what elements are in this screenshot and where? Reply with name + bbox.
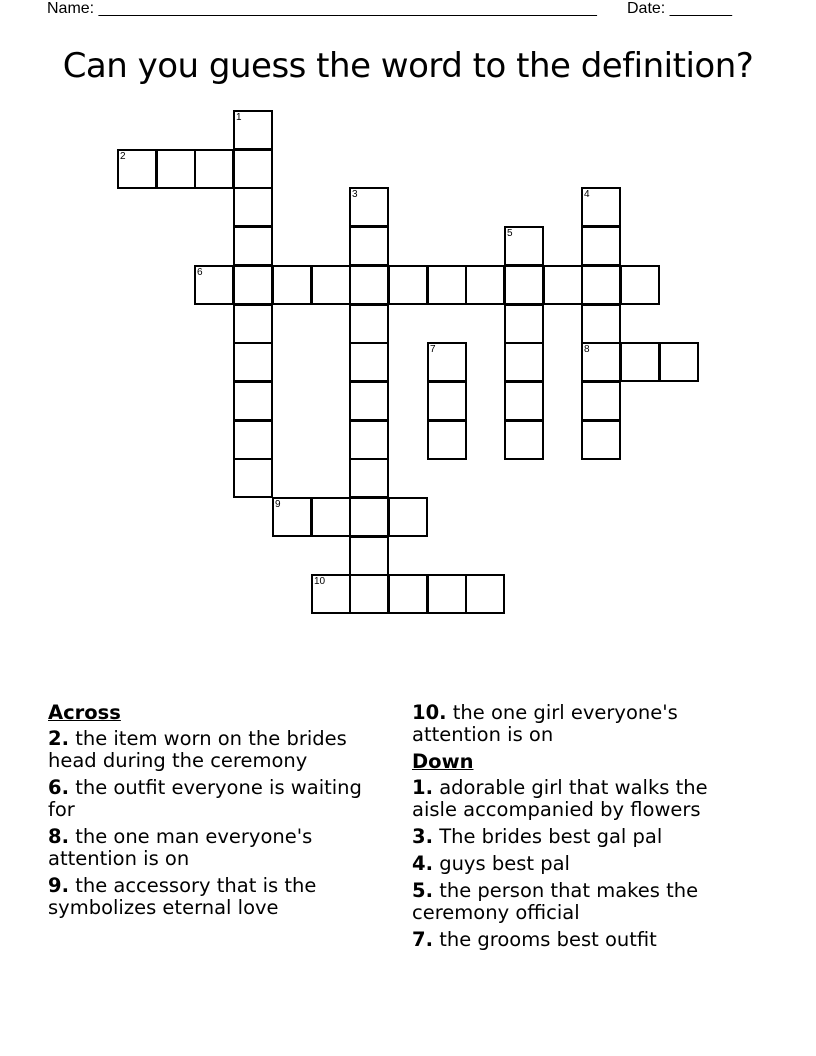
clue-number: 9. (48, 874, 69, 897)
crossword-cell[interactable] (659, 342, 699, 382)
crossword-cell[interactable] (233, 265, 273, 305)
crossword-cell[interactable] (388, 497, 428, 537)
clue-number: 6. (48, 776, 69, 799)
cell-number: 7 (430, 344, 436, 355)
down-heading: Down (412, 750, 474, 773)
crossword-cell-10[interactable] (311, 574, 351, 614)
crossword-cell[interactable] (581, 226, 621, 266)
crossword-cell[interactable] (581, 420, 621, 460)
crossword-cell[interactable] (543, 265, 583, 305)
name-field-line: Name: ________________________________________________________ (47, 0, 597, 17)
crossword-cell[interactable] (156, 149, 196, 189)
down-clue-4 (412, 853, 752, 875)
clue-number: 8. (48, 825, 69, 848)
clue-text: guys best pal (439, 852, 570, 875)
clue-text: the outfit everyone is waiting for (48, 776, 362, 821)
crossword-cell[interactable] (504, 304, 544, 344)
crossword-cell[interactable] (504, 381, 544, 421)
crossword-cell[interactable] (233, 342, 273, 382)
cell-number: 2 (120, 151, 126, 162)
crossword-cell[interactable] (620, 265, 660, 305)
crossword-cell-3[interactable] (349, 187, 389, 227)
crossword-cell[interactable] (233, 304, 273, 344)
cell-number: 5 (507, 228, 513, 239)
crossword-cell-9[interactable] (272, 497, 312, 537)
clue-text: the one girl everyone's attention is on (412, 701, 678, 746)
crossword-cell[interactable] (465, 574, 505, 614)
clue-number: 5. (412, 879, 433, 902)
clue-text: adorable girl that walks the aisle accompanied by flowers (412, 776, 708, 821)
crossword-cell-2[interactable] (117, 149, 157, 189)
crossword-cell[interactable] (194, 149, 234, 189)
crossword-cell[interactable] (349, 458, 389, 498)
crossword-cell-8[interactable] (581, 342, 621, 382)
crossword-cell[interactable] (504, 342, 544, 382)
across-clue-8 (48, 826, 388, 870)
cell-number: 10 (314, 576, 326, 587)
crossword-cell-5[interactable] (504, 226, 544, 266)
crossword-cell[interactable] (311, 497, 351, 537)
cell-number: 1 (236, 112, 242, 123)
clue-number: 10. (412, 701, 447, 724)
crossword-cell[interactable] (349, 226, 389, 266)
crossword-cell[interactable] (620, 342, 660, 382)
down-clue-7 (412, 929, 752, 951)
across-clue-9 (48, 875, 388, 919)
clue-text: the item worn on the brides head during the ceremony (48, 727, 347, 772)
across-clue-10 (412, 702, 752, 746)
down-clue-5 (412, 880, 752, 924)
crossword-cell[interactable] (465, 265, 505, 305)
clues-right-column (412, 702, 752, 956)
clue-text: the accessory that is the symbolizes eternal love (48, 874, 317, 919)
clue-text: The brides best gal pal (439, 825, 663, 848)
down-clue-1 (412, 777, 752, 821)
crossword-cell[interactable] (233, 226, 273, 266)
crossword-cell[interactable] (233, 381, 273, 421)
crossword-cell[interactable] (349, 574, 389, 614)
crossword-cell[interactable] (349, 536, 389, 576)
crossword-cell[interactable] (504, 420, 544, 460)
crossword-cell[interactable] (504, 265, 544, 305)
clue-text: the person that makes the ceremony official (412, 879, 699, 924)
crossword-cell[interactable] (581, 265, 621, 305)
crossword-cell[interactable] (233, 420, 273, 460)
crossword-cell[interactable] (388, 574, 428, 614)
crossword-cell-4[interactable] (581, 187, 621, 227)
crossword-cell[interactable] (349, 342, 389, 382)
crossword-cell[interactable] (349, 497, 389, 537)
crossword-cell[interactable] (349, 265, 389, 305)
cell-number: 8 (584, 344, 590, 355)
crossword-cell[interactable] (427, 574, 467, 614)
across-heading: Across (48, 701, 121, 724)
clue-number: 7. (412, 928, 433, 951)
crossword-cell[interactable] (233, 458, 273, 498)
clue-number: 2. (48, 727, 69, 750)
clue-number: 4. (412, 852, 433, 875)
crossword-cell[interactable] (581, 304, 621, 344)
cell-number: 6 (197, 267, 203, 278)
clue-number: 1. (412, 776, 433, 799)
cell-number: 9 (275, 499, 281, 510)
crossword-cell[interactable] (427, 381, 467, 421)
crossword-cell-6[interactable] (194, 265, 234, 305)
crossword-cell[interactable] (349, 304, 389, 344)
down-clue-3 (412, 826, 752, 848)
clue-text: the grooms best outfit (439, 928, 657, 951)
crossword-cell[interactable] (233, 149, 273, 189)
crossword-cell[interactable] (581, 381, 621, 421)
cell-number: 4 (584, 189, 590, 200)
clues-left-column (48, 702, 388, 924)
crossword-cell-1[interactable] (233, 110, 273, 150)
crossword-cell[interactable] (233, 187, 273, 227)
crossword-cell[interactable] (272, 265, 312, 305)
clue-text: the one man everyone's attention is on (48, 825, 313, 870)
cell-number: 3 (352, 189, 358, 200)
crossword-cell[interactable] (427, 265, 467, 305)
crossword-cell[interactable] (311, 265, 351, 305)
crossword-cell[interactable] (349, 420, 389, 460)
crossword-cell-7[interactable] (427, 342, 467, 382)
crossword-cell[interactable] (388, 265, 428, 305)
across-clue-2 (48, 728, 388, 772)
crossword-cell[interactable] (349, 381, 389, 421)
crossword-cell[interactable] (427, 420, 467, 460)
puzzle-title: Can you guess the word to the definition? (62, 46, 754, 86)
date-field-line: Date: _______ (627, 0, 732, 17)
clue-number: 3. (412, 825, 433, 848)
across-clue-6 (48, 777, 388, 821)
